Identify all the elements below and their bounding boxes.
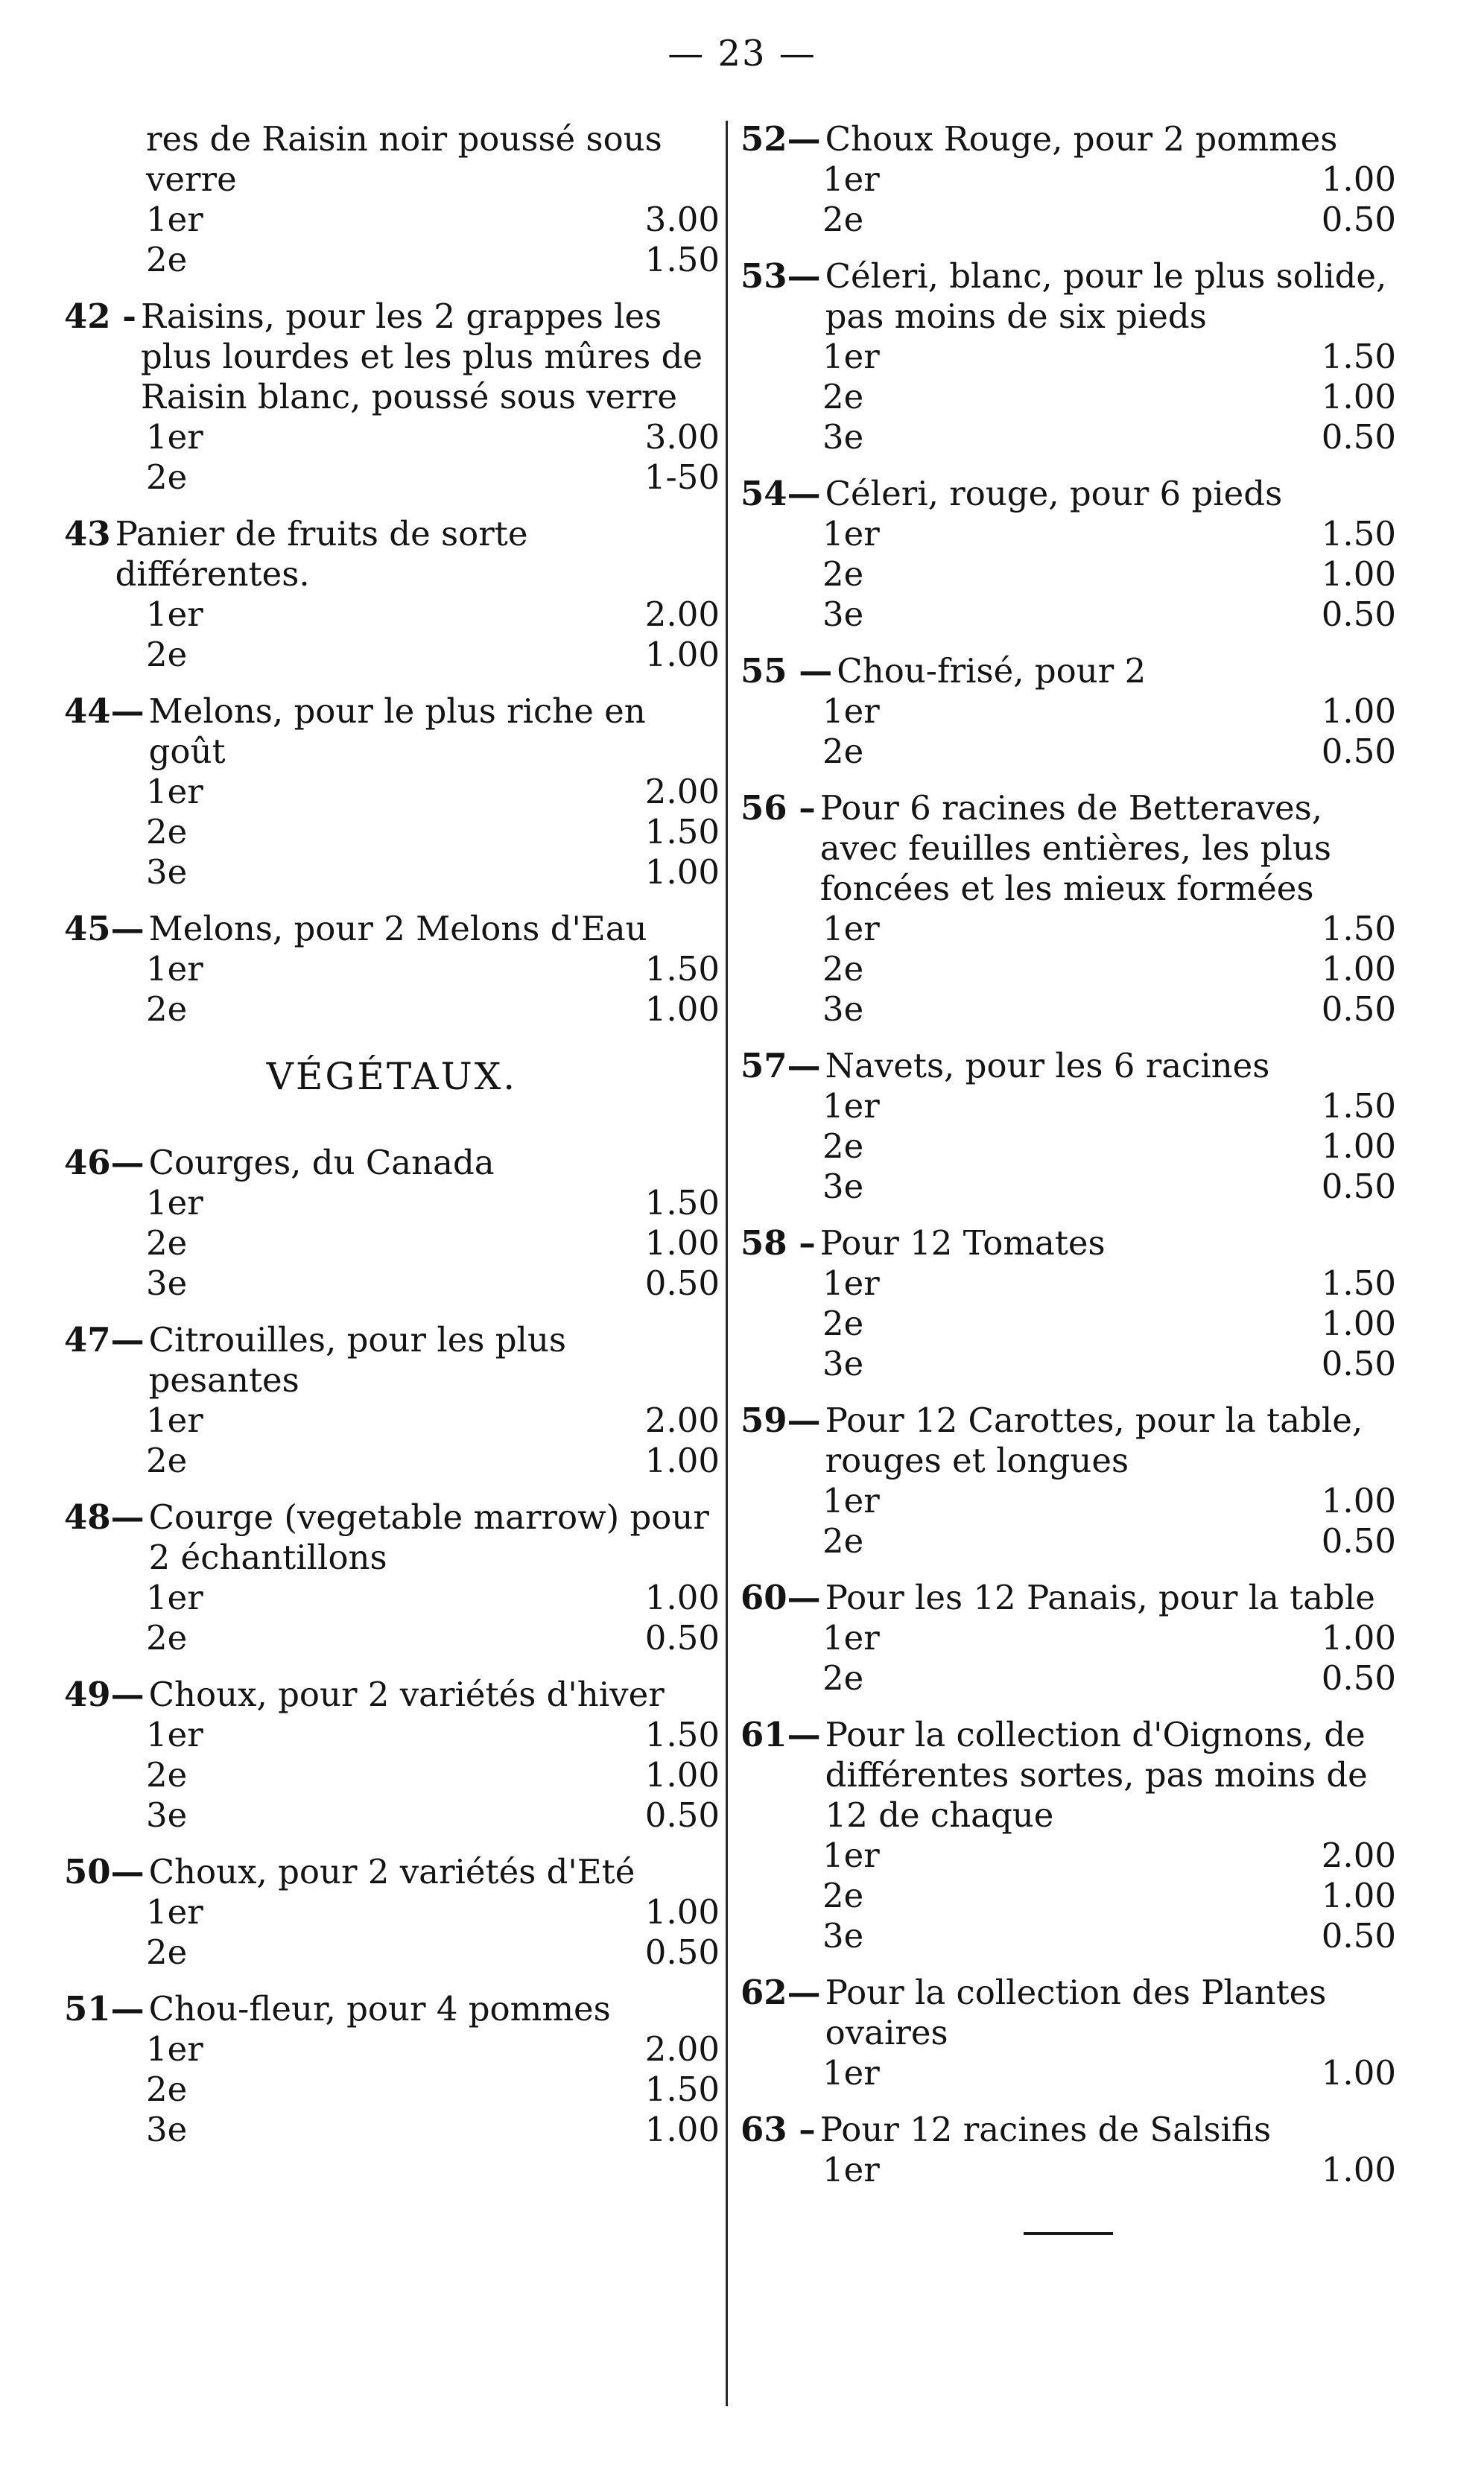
prize-entry xyxy=(741,119,1396,240)
entry-number: 42 - xyxy=(64,296,136,336)
prize-rank: 1er xyxy=(822,691,880,731)
prize-entry xyxy=(64,296,720,498)
prize-amount: 0.50 xyxy=(644,1795,720,1835)
entry-description: Choux, pour 2 variétés d'Eté xyxy=(148,1852,635,1891)
prize-rank: 1er xyxy=(822,159,880,199)
entry-description: Pour 12 Tomates xyxy=(819,1223,1106,1263)
prize-row xyxy=(64,2070,720,2110)
prize-rank: 2e xyxy=(822,1658,864,1698)
prize-amount: 1.00 xyxy=(644,1223,720,1263)
entry-heading xyxy=(64,296,720,417)
prize-entry xyxy=(741,474,1396,635)
prize-row xyxy=(741,909,1396,949)
prize-amount: 1.00 xyxy=(644,1755,720,1795)
entry-number: 57— xyxy=(741,1046,821,1085)
prize-amount: 1.50 xyxy=(1321,1263,1396,1303)
entry-description: Céleri, blanc, pour le plus solide, pas moins de six pieds xyxy=(825,256,1387,336)
entry-number: 61— xyxy=(741,1715,821,1754)
prize-row xyxy=(741,1167,1396,1207)
entry-number: 55 — xyxy=(741,651,833,691)
prize-row xyxy=(741,1263,1396,1304)
prize-rank: 2e xyxy=(146,635,188,674)
prize-entry xyxy=(741,2110,1396,2190)
prize-rank: 2e xyxy=(146,457,188,497)
prize-rank: 1er xyxy=(146,594,203,634)
prize-amount: 1.00 xyxy=(644,1441,720,1480)
entry-description: Citrouilles, pour les plus pesantes xyxy=(148,1320,567,1400)
prize-amount: 1.00 xyxy=(1321,159,1396,199)
prize-row xyxy=(741,949,1396,989)
prize-row xyxy=(741,1876,1396,1916)
prize-amount: 0.50 xyxy=(1321,1521,1396,1561)
prize-rank: 2e xyxy=(146,2070,188,2109)
entry-heading xyxy=(741,1046,1396,1086)
prize-rank: 2e xyxy=(822,1521,864,1561)
prize-entry xyxy=(64,1320,720,1481)
entry-description: Panier de fruits de sorte différentes. xyxy=(115,514,528,594)
prize-rank: 1er xyxy=(822,1481,880,1520)
prize-amount: 1.00 xyxy=(644,1892,720,1932)
prize-rank: 1er xyxy=(146,2029,203,2069)
prize-amount: 1.00 xyxy=(1321,1481,1396,1520)
prize-row xyxy=(741,1916,1396,1956)
prize-entry xyxy=(64,691,720,892)
prize-rank: 1er xyxy=(146,200,203,239)
entry-heading xyxy=(741,1973,1396,2053)
prize-row xyxy=(64,635,720,675)
prize-entry xyxy=(64,1989,720,2150)
prize-amount: 1.00 xyxy=(644,989,720,1029)
prize-rank: 2e xyxy=(146,1932,188,1972)
entry-heading xyxy=(64,1320,720,1401)
prize-row xyxy=(64,1441,720,1481)
entry-heading xyxy=(741,2110,1396,2150)
prize-row xyxy=(741,554,1396,594)
prize-rank: 2e xyxy=(822,377,864,416)
prize-row xyxy=(741,2053,1396,2093)
prize-rank: 1er xyxy=(822,514,880,554)
prize-amount: 1.50 xyxy=(644,1183,720,1222)
prize-amount: 1.00 xyxy=(644,2110,720,2149)
entry-description: Raisins, pour les 2 grappes les plus lourdes et les plus mûres de Raisin blanc, poussé sous verre xyxy=(140,296,703,416)
prize-row xyxy=(741,691,1396,732)
prize-row xyxy=(64,1401,720,1441)
prize-row xyxy=(64,594,720,635)
entry-description: Chou-fleur, pour 4 pommes xyxy=(148,1989,611,2029)
prize-rank: 1er xyxy=(822,1263,880,1303)
prize-rank: 3e xyxy=(822,989,864,1029)
prize-rank: 2e xyxy=(146,812,188,851)
prize-amount: 1.00 xyxy=(1321,1304,1396,1343)
prize-rank: 3e xyxy=(822,417,864,457)
prize-row xyxy=(64,417,720,457)
entry-description: Navets, pour les 6 racines xyxy=(825,1046,1270,1085)
prize-amount: 1.00 xyxy=(1321,1618,1396,1658)
fruit-entries xyxy=(64,296,720,1030)
prize-amount: 1.50 xyxy=(1321,909,1396,948)
entry-heading xyxy=(64,1989,720,2029)
prize-rank: 1er xyxy=(822,1086,880,1126)
prize-row xyxy=(64,1618,720,1658)
prize-row xyxy=(64,1263,720,1304)
prize-rank: 1er xyxy=(146,1401,203,1440)
entry-heading xyxy=(741,1401,1396,1481)
prize-amount: 2.00 xyxy=(644,772,720,811)
prize-row xyxy=(741,417,1396,457)
prize-entry xyxy=(741,1401,1396,1561)
entry-number: 50— xyxy=(64,1852,145,1891)
entry-heading xyxy=(741,1715,1396,1836)
prize-row xyxy=(741,1658,1396,1699)
prize-rank: 2e xyxy=(146,1755,188,1795)
prize-rank: 2e xyxy=(822,732,864,771)
prize-row xyxy=(64,2110,720,2150)
prize-amount: 1.00 xyxy=(1321,949,1396,989)
prize-amount: 1.50 xyxy=(1321,1086,1396,1126)
entry-description: Melons, pour le plus riche en goût xyxy=(148,691,646,771)
prize-amount: 1.00 xyxy=(644,635,720,674)
prize-row xyxy=(741,2150,1396,2190)
prize-row xyxy=(741,514,1396,554)
prize-row xyxy=(64,1795,720,1836)
prize-row xyxy=(64,812,720,852)
prize-row xyxy=(741,159,1396,200)
entry-description: Melons, pour 2 Melons d'Eau xyxy=(148,909,647,948)
entry-number: 44— xyxy=(64,691,145,731)
prize-amount: 1.00 xyxy=(1321,1126,1396,1166)
entry-number: 51— xyxy=(64,1989,145,2029)
entry-description: Choux Rouge, pour 2 pommes xyxy=(825,119,1338,159)
entry-description: Pour 12 Carottes, pour la table, rouges et longues xyxy=(825,1401,1363,1480)
prize-amount: 0.50 xyxy=(644,1932,720,1972)
prize-entry xyxy=(741,256,1396,457)
entry-description: Pour les 12 Panais, pour la table xyxy=(825,1578,1375,1617)
prize-rank: 1er xyxy=(822,1618,880,1658)
prize-rank: 1er xyxy=(146,1892,203,1932)
prize-rank: 2e xyxy=(146,240,188,279)
prize-entry xyxy=(64,1852,720,1973)
prize-entry xyxy=(64,1143,720,1304)
prize-row xyxy=(64,240,720,280)
prize-amount: 0.50 xyxy=(644,1263,720,1303)
prize-row xyxy=(64,772,720,812)
prize-row xyxy=(64,852,720,892)
prize-amount: 1.00 xyxy=(1321,2053,1396,2093)
entry-heading xyxy=(741,474,1396,514)
prize-rank: 3e xyxy=(146,1795,188,1835)
entry-number: 60— xyxy=(741,1578,821,1617)
prize-amount: 1.00 xyxy=(644,1578,720,1617)
prize-row xyxy=(741,1618,1396,1658)
continued-entry xyxy=(64,119,720,280)
entry-number: 48— xyxy=(64,1497,145,1537)
prize-row xyxy=(741,1521,1396,1561)
vegetable-entries-left xyxy=(64,1143,720,2150)
prize-row xyxy=(741,1126,1396,1167)
prize-amount: 1.50 xyxy=(1321,514,1396,554)
entry-heading xyxy=(64,514,720,594)
prize-entry xyxy=(741,788,1396,1030)
entry-number: 49— xyxy=(64,1675,145,1714)
prize-amount: 0.50 xyxy=(1321,200,1396,239)
prize-rank: 1er xyxy=(146,1578,203,1617)
entry-description: res de Raisin noir poussé sous verre xyxy=(146,119,662,199)
prize-row xyxy=(741,200,1396,240)
prize-rank: 1er xyxy=(822,2150,880,2189)
prize-amount: 1.00 xyxy=(644,852,720,892)
entry-heading xyxy=(741,788,1396,909)
prize-amount: 0.50 xyxy=(1321,1916,1396,1956)
entry-number: 62— xyxy=(741,1973,821,2012)
prize-row xyxy=(741,732,1396,772)
entry-number: 63 – xyxy=(741,2110,816,2149)
prize-rank: 2e xyxy=(822,1876,864,1915)
prize-amount: 0.50 xyxy=(1321,1344,1396,1383)
prize-amount: 1-50 xyxy=(644,457,720,497)
column-divider xyxy=(726,121,728,2406)
prize-amount: 2.00 xyxy=(644,2029,720,2069)
prize-rank: 3e xyxy=(822,594,864,634)
entry-number: 56 – xyxy=(741,788,816,828)
prize-amount: 0.50 xyxy=(644,1618,720,1658)
prize-amount: 0.50 xyxy=(1321,594,1396,634)
prize-amount: 1.50 xyxy=(1321,337,1396,376)
prize-rank: 1er xyxy=(146,1715,203,1754)
prize-amount: 1.50 xyxy=(644,1715,720,1754)
prize-amount: 1.50 xyxy=(644,812,720,851)
prize-rank: 2e xyxy=(822,1126,864,1166)
vegetable-entries-right xyxy=(741,119,1396,2190)
entry-description: Pour 12 racines de Salsifis xyxy=(819,2110,1272,2149)
prize-row xyxy=(741,337,1396,377)
prize-rank: 1er xyxy=(822,337,880,376)
prize-amount: 2.00 xyxy=(644,594,720,634)
prize-entry xyxy=(64,909,720,1030)
prize-entry xyxy=(741,1046,1396,1207)
prize-rank: 2e xyxy=(822,949,864,989)
prize-rank: 3e xyxy=(822,1916,864,1956)
prize-rank: 1er xyxy=(146,949,203,989)
prize-rank: 1er xyxy=(146,1183,203,1222)
entry-description: Courge (vegetable marrow) pour 2 échantillons xyxy=(148,1497,709,1577)
prize-entry xyxy=(741,1715,1396,1956)
prize-entry xyxy=(741,1223,1396,1384)
prize-entry xyxy=(741,651,1396,772)
prize-amount: 1.50 xyxy=(644,2070,720,2109)
entry-heading xyxy=(64,1852,720,1892)
entry-number: 46— xyxy=(64,1143,145,1182)
prize-rank: 1er xyxy=(146,417,203,457)
prize-entry xyxy=(741,1973,1396,2093)
prize-row xyxy=(741,377,1396,417)
prize-amount: 0.50 xyxy=(1321,989,1396,1029)
prize-row xyxy=(741,1836,1396,1876)
entry-heading xyxy=(741,1223,1396,1263)
entry-description: Chou-frisé, pour 2 xyxy=(837,651,1147,691)
page-number: — 23 — xyxy=(668,33,816,74)
prize-row xyxy=(64,2029,720,2070)
prize-rank: 1er xyxy=(822,1836,880,1875)
prize-row xyxy=(741,1086,1396,1126)
entry-heading xyxy=(741,256,1396,337)
entry-number: 52— xyxy=(741,119,821,159)
entry-number: 53— xyxy=(741,256,821,296)
entry-description: Céleri, rouge, pour 6 pieds xyxy=(825,474,1283,513)
entry-number: 47— xyxy=(64,1320,145,1360)
prize-row xyxy=(64,1223,720,1263)
prize-rank: 2e xyxy=(822,1304,864,1343)
prize-rank: 2e xyxy=(146,1223,188,1263)
prize-amount: 1.00 xyxy=(1321,554,1396,594)
prize-amount: 0.50 xyxy=(1321,1167,1396,1206)
prize-row xyxy=(741,1304,1396,1344)
entry-heading xyxy=(64,1675,720,1715)
prize-amount: 1.00 xyxy=(1321,377,1396,416)
entry-heading xyxy=(741,1578,1396,1618)
prize-rank: 3e xyxy=(822,1167,864,1206)
prize-amount: 0.50 xyxy=(1321,1658,1396,1698)
entry-heading xyxy=(741,119,1396,159)
entry-heading xyxy=(64,1143,720,1183)
prize-amount: 2.00 xyxy=(644,1401,720,1440)
prize-row xyxy=(64,1715,720,1755)
entry-heading xyxy=(741,651,1396,691)
prize-amount: 1.00 xyxy=(1321,2150,1396,2189)
entry-number: 45— xyxy=(64,909,145,948)
prize-rank: 2e xyxy=(146,989,188,1029)
prize-entry xyxy=(64,1497,720,1658)
prize-amount: 1.00 xyxy=(1321,691,1396,731)
prize-row xyxy=(64,457,720,498)
prize-amount: 1.00 xyxy=(1321,1876,1396,1915)
prize-amount: 3.00 xyxy=(644,200,720,239)
prize-row xyxy=(741,1344,1396,1384)
entry-description: Pour la collection d'Oignons, de différentes sortes, pas moins de 12 de chaque xyxy=(825,1715,1368,1835)
prize-rank: 2e xyxy=(822,200,864,239)
prize-row xyxy=(64,1578,720,1618)
prize-row xyxy=(64,200,720,240)
prize-rank: 3e xyxy=(146,852,188,892)
prize-rank: 3e xyxy=(822,1344,864,1383)
prize-row xyxy=(741,1481,1396,1521)
prize-rank: 3e xyxy=(146,2110,188,2149)
prize-rank: 3e xyxy=(146,1263,188,1303)
left-column xyxy=(64,119,720,2166)
prize-amount: 0.50 xyxy=(1321,417,1396,457)
prize-rank: 2e xyxy=(146,1441,188,1480)
section-title: VÉGÉTAUX. xyxy=(266,1055,518,1098)
prize-row xyxy=(64,1932,720,1973)
prize-amount: 2.00 xyxy=(1321,1836,1396,1875)
entry-description: Courges, du Canada xyxy=(148,1143,495,1182)
prize-row xyxy=(741,989,1396,1030)
prize-rank: 1er xyxy=(822,909,880,948)
prize-row xyxy=(741,594,1396,635)
prize-entry xyxy=(741,1578,1396,1699)
entry-heading xyxy=(64,909,720,949)
prize-rank: 2e xyxy=(822,554,864,594)
right-column xyxy=(741,119,1396,2235)
prize-rank: 1er xyxy=(822,2053,880,2093)
prize-rank: 1er xyxy=(146,772,203,811)
prize-rank: 2e xyxy=(146,1618,188,1658)
entry-description: Choux, pour 2 variétés d'hiver xyxy=(148,1675,665,1714)
prize-amount: 1.50 xyxy=(644,240,720,279)
entry-number: 43 xyxy=(64,514,111,554)
entry-number: 59— xyxy=(741,1401,821,1440)
prize-entry xyxy=(64,514,720,675)
prize-row xyxy=(64,989,720,1030)
prize-row xyxy=(64,1755,720,1795)
prize-amount: 3.00 xyxy=(644,417,720,457)
prize-row xyxy=(64,949,720,989)
prize-amount: 0.50 xyxy=(1321,732,1396,771)
prize-entry xyxy=(64,1675,720,1836)
entry-number: 54— xyxy=(741,474,821,513)
prize-row xyxy=(64,1892,720,1932)
closing-rule xyxy=(1024,2232,1113,2235)
entry-description: Pour 6 racines de Betteraves, avec feuilles entières, les plus foncées et les mieux formées xyxy=(819,788,1331,908)
entry-description: Pour la collection des Plantes ovaires xyxy=(825,1973,1327,2052)
entry-heading xyxy=(64,1497,720,1578)
entry-number: 58 – xyxy=(741,1223,816,1263)
prize-amount: 1.50 xyxy=(644,949,720,989)
entry-heading xyxy=(64,691,720,772)
prize-row xyxy=(64,1183,720,1223)
